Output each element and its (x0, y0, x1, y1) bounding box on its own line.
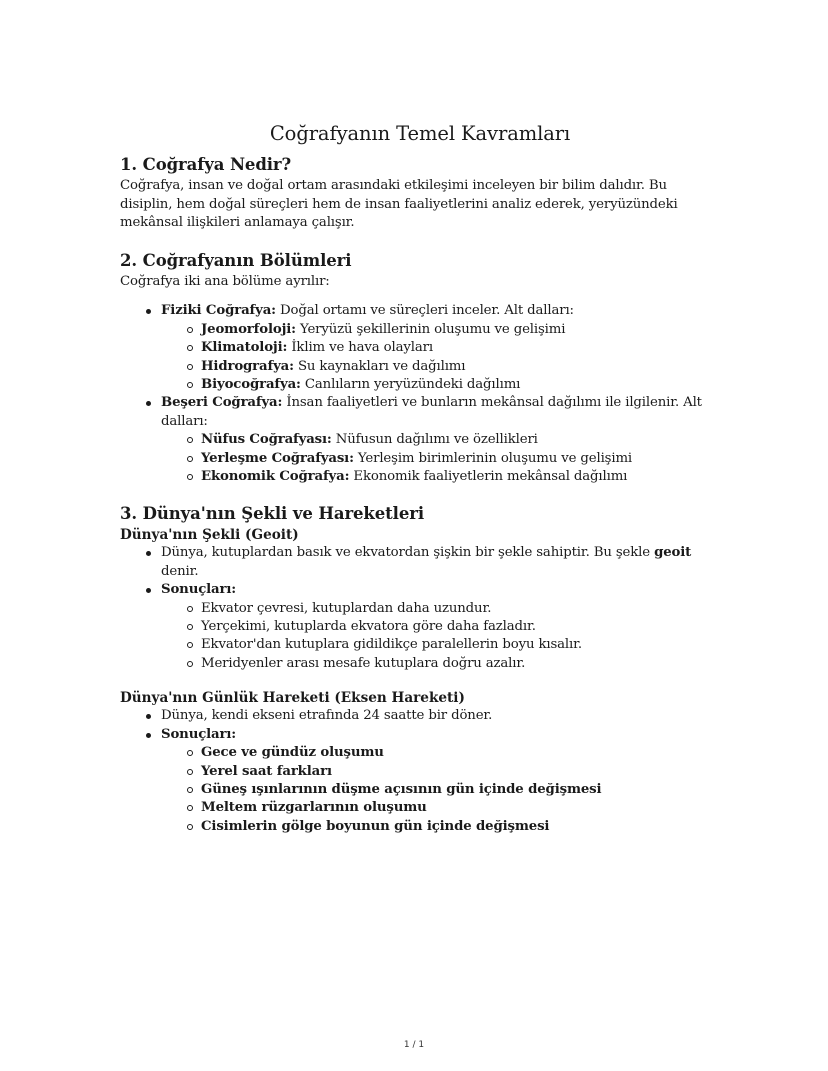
list-item: Meridyenler arası mesafe kutuplara doğru azalır. (161, 655, 720, 673)
item-label: Hidrografya: (201, 358, 294, 374)
subsection-daily-movement (120, 689, 720, 836)
item-text: Canlıların yeryüzündeki dağılımı (300, 377, 521, 392)
item-text: Ekonomik faaliyetlerin mekânsal dağılımı (349, 469, 628, 485)
item-bold-text: Güneş ışınlarının düşme açısının gün içinde değişmesi (201, 781, 602, 797)
item-text-tail: denir. (161, 563, 199, 579)
item-text: Yeryüzü şekillerinin oluşumu ve gelişimi (295, 321, 566, 337)
list-item (120, 726, 720, 836)
section-earth-shape-movements (120, 502, 720, 836)
item-text: İnsan faaliyetleri ve bunların mekânsal dağılımı ile ilgilenir. Alt dalları: (161, 395, 702, 429)
section-what-is-geography (120, 153, 720, 233)
list-item (161, 468, 720, 486)
item-bold-text: Meltem rüzgarlarının oluşumu (201, 800, 427, 816)
list-item (161, 376, 720, 394)
branches-list (120, 302, 720, 486)
list-item (161, 799, 720, 817)
section-heading: 1. Coğrafya Nedir? (120, 155, 292, 174)
subsection-heading: Dünya'nın Şekli (Geoit) (120, 527, 299, 544)
item-label: Jeomorfoloji: (201, 321, 296, 337)
item-label: Klimatoloji: (201, 340, 288, 356)
item-text: Yerleşim birimlerinin oluşumu ve gelişimi (353, 450, 633, 466)
subsection-earth-shape (120, 526, 720, 673)
list-item: Ekvator çevresi, kutuplardan daha uzundur. (161, 600, 720, 618)
list-item (120, 581, 720, 673)
page-indicator: 1 / 1 (403, 1040, 425, 1050)
list-item: Yerçekimi, kutuplarda ekvatora göre daha fazladır. (161, 618, 720, 636)
item-label: Sonuçları: (161, 726, 237, 742)
list-item (161, 781, 720, 799)
list-item: Dünya, kendi ekseni etrafında 24 saatte bir döner. (120, 707, 720, 725)
item-text: Su kaynakları ve dağılımı (293, 358, 466, 374)
document-page (120, 120, 720, 836)
list-item-physical-geography (120, 302, 720, 394)
human-subbranches-list (120, 431, 720, 486)
daily-movement-list (120, 707, 720, 836)
item-label: Fiziki Coğrafya: (161, 303, 276, 319)
earth-shape-list (120, 544, 720, 673)
list-item-human-geography (120, 394, 720, 486)
earth-shape-results-list (120, 600, 720, 674)
item-label: Yerleşme Coğrafyası: (201, 450, 354, 466)
item-bold-term: geoit (654, 545, 692, 561)
list-item (161, 321, 720, 339)
item-label: Biyocoğrafya: (201, 377, 301, 392)
list-item (120, 544, 720, 581)
item-label: Sonuçları: (161, 582, 237, 598)
list-item (161, 763, 720, 781)
list-item (161, 339, 720, 357)
section-heading: 2. Coğrafyanın Bölümleri (120, 250, 352, 270)
item-text: İklim ve hava olayları (287, 340, 433, 356)
item-label: Ekonomik Coğrafya: (201, 469, 350, 485)
list-item (161, 431, 720, 449)
list-item (161, 358, 720, 376)
item-bold-text: Gece ve gündüz oluşumu (201, 745, 384, 761)
list-item (161, 744, 720, 762)
section-intro: Coğrafya iki ana bölüme ayrılır: (120, 273, 330, 289)
item-text: Doğal ortamı ve süreçleri inceler. Alt dalları: (275, 303, 574, 319)
item-text: Dünya, kutuplardan basık ve ekvatordan şişkin bir şekle sahiptir. Bu şekle (161, 545, 655, 561)
section-heading: 3. Dünya'nın Şekli ve Hareketleri (120, 504, 425, 524)
item-label: Nüfus Coğrafyası: (201, 432, 332, 448)
list-item (161, 818, 720, 836)
section-paragraph: Coğrafya, insan ve doğal ortam arasındaki etkileşimi inceleyen bir bilim dalıdır. Bu disiplin, hem doğal süreçleri hem de insan faaliyetlerini analiz ederek, yeryüzündeki mekânsal ilişkileri anlamaya çalışır. (120, 178, 678, 231)
list-item (161, 450, 720, 468)
item-text: Nüfusun dağılımı ve özellikleri (331, 432, 538, 448)
item-bold-text: Cisimlerin gölge boyunun gün içinde değişmesi (201, 818, 550, 834)
item-label: Beşeri Coğrafya: (161, 395, 283, 411)
list-item: Ekvator'dan kutuplara gidildikçe paralellerin boyu kısalır. (161, 636, 720, 654)
item-bold-text: Yerel saat farkları (201, 763, 332, 779)
subsection-heading: Dünya'nın Günlük Hareketi (Eksen Hareketi) (120, 690, 465, 707)
page-title: Coğrafyanın Temel Kavramları (269, 122, 571, 145)
physical-subbranches-list (120, 321, 720, 395)
daily-movement-results-list (120, 744, 720, 836)
section-branches (120, 249, 720, 487)
